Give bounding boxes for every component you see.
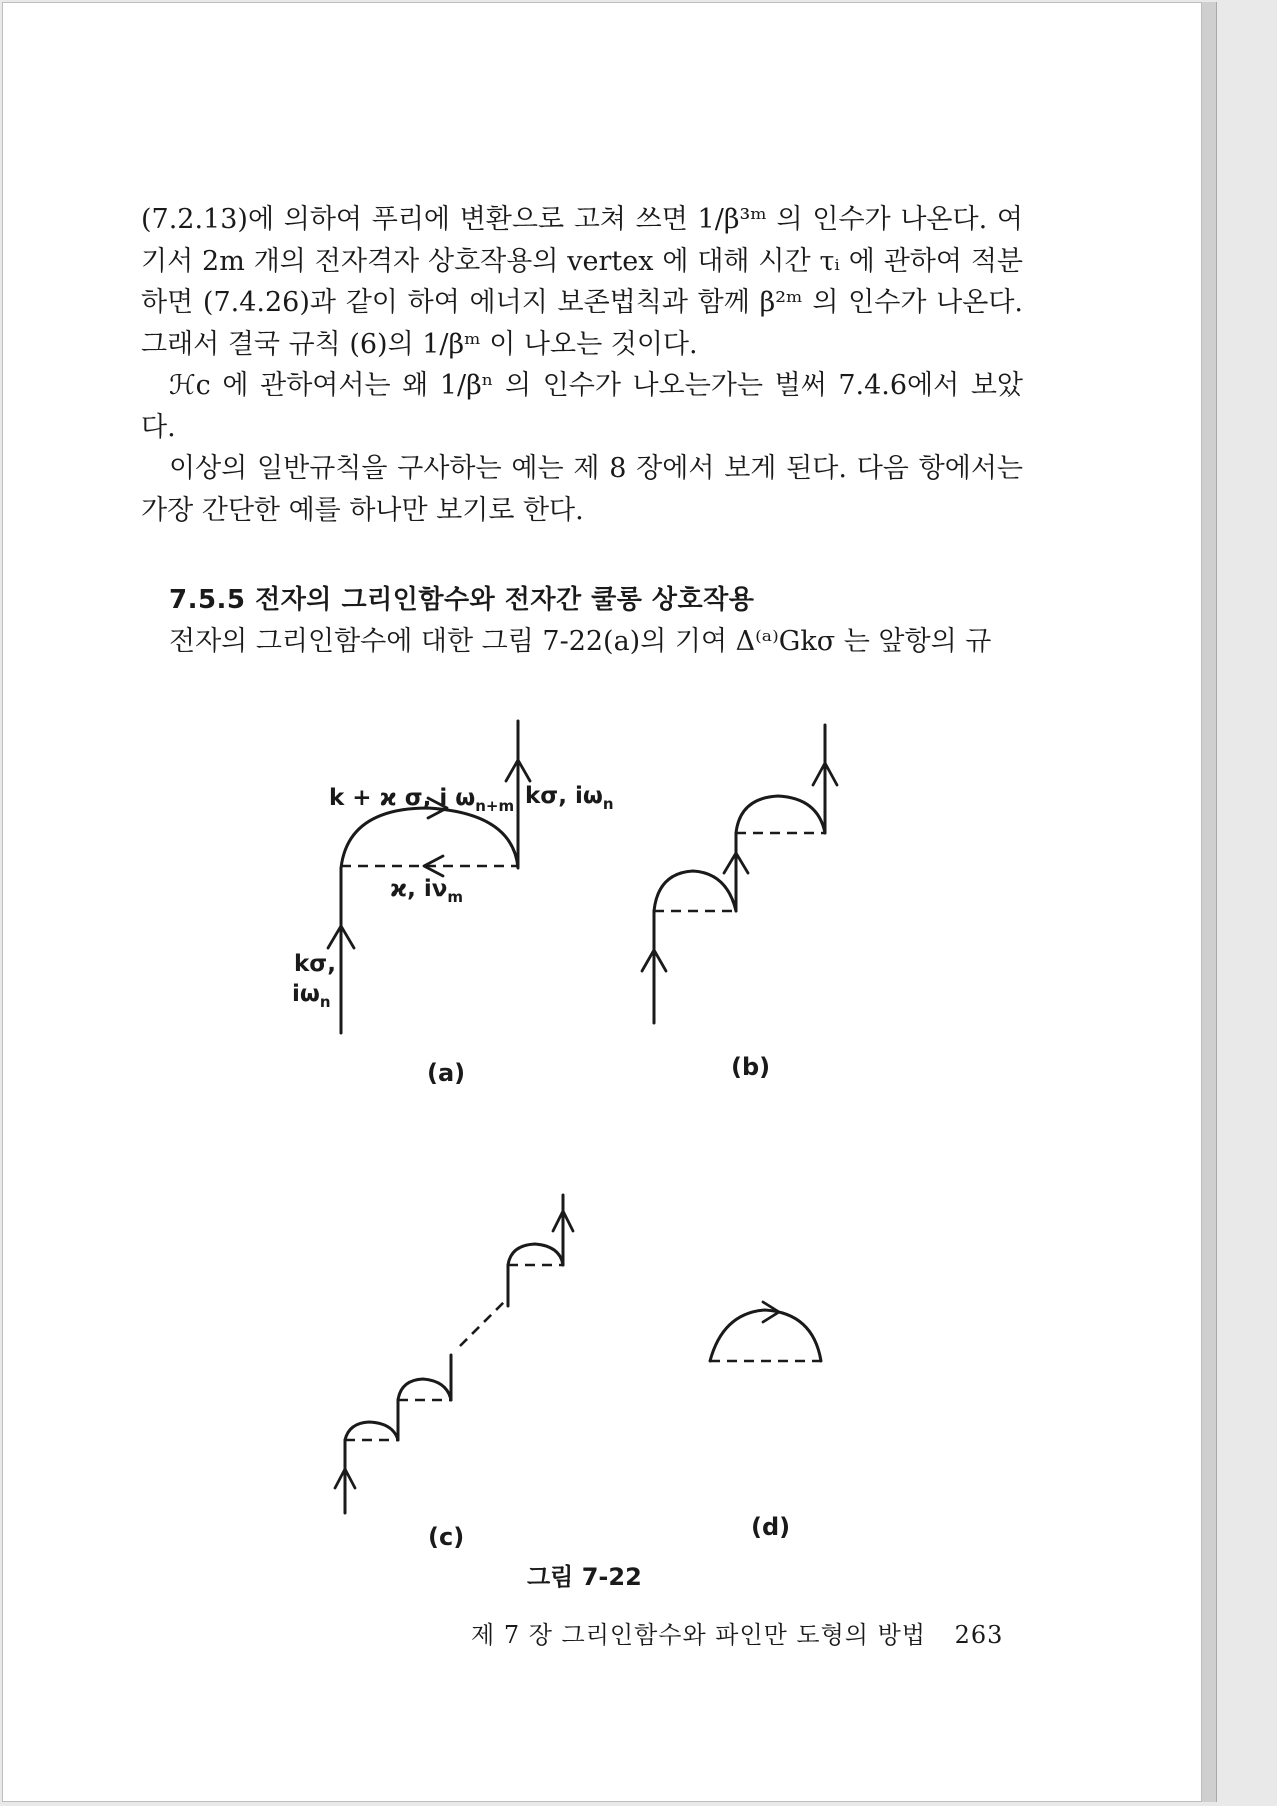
diagram-d [710,1302,821,1541]
label-k-plus-kappa: k + ϰ σ, i $\omega_{n+m}$ [329,785,515,815]
paragraph-1: (7.2.13)에 의하여 푸리에 변환으로 고쳐 쓰면 1/β³ᵐ 의 인수가 나온다. 여기서 2m 개의 전자격자 상호작용의 vertex 에 대해 시간 τᵢ 에 관하여 적분하면 (7.4.26)과 같이 하여 에너지 보존법칙과 함께 β²ᵐ 의 인수가 나온다. 그래서 결국 규칙 (6)의 1/βᵐ 이 나오는 것이다. [141,204,1023,360]
electron-arc-lower [654,871,736,911]
page-number: 263 [954,1621,1004,1649]
electron-arc-upper [736,796,825,833]
electron-arc-n [508,1244,563,1265]
diagram-c [335,1195,573,1551]
document-page [2,2,1202,1802]
label-kappa-nu: ϰ, $i\nu_m$ [390,876,464,906]
feynman-diagrams-figure [3,3,1201,1801]
label-k-sigma-out: kσ, $i\omega_n$ [525,783,614,813]
electron-arc-1 [345,1422,398,1440]
paragraph-3: 이상의 일반규칙을 구사하는 예는 제 8 장에서 보게 된다. 다음 항에서는 가장 간단한 예를 하나만 보기로 한다. [141,453,1023,526]
label-k-sigma-in: kσ, [294,951,336,977]
continuation-dots [460,1301,505,1346]
panel-a-label: (a) [427,1059,466,1087]
figure-caption: 그림 7-22 [527,1563,642,1591]
section-heading: 7.5.5 전자의 그리인함수와 전자간 쿨롱 상호작용 [169,585,755,615]
panel-c-label: (c) [428,1523,465,1551]
paragraph-2: ℋc 에 관하여서는 왜 1/βⁿ 의 인수가 나오는가는 벌써 7.4.6에서 보았다. [141,370,1023,443]
label-i-omega-in: $i\omega_n$ [292,981,331,1011]
panel-d-label: (d) [751,1513,791,1541]
electron-arc-2 [398,1379,451,1400]
footer-chapter-title: 제 7 장 그리인함수와 파인만 도형의 방법 [471,1621,926,1649]
running-footer [471,1615,1003,1650]
panel-b-label: (b) [731,1053,771,1081]
closed-electron-loop [710,1310,821,1361]
diagram-b [642,725,837,1081]
section-intro-text: 전자의 그리인함수에 대한 그림 7-22(a)의 기여 Δ⁽ᵃ⁾Gkσ 는 앞항의 규 [169,626,992,657]
diagram-a [292,721,614,1087]
